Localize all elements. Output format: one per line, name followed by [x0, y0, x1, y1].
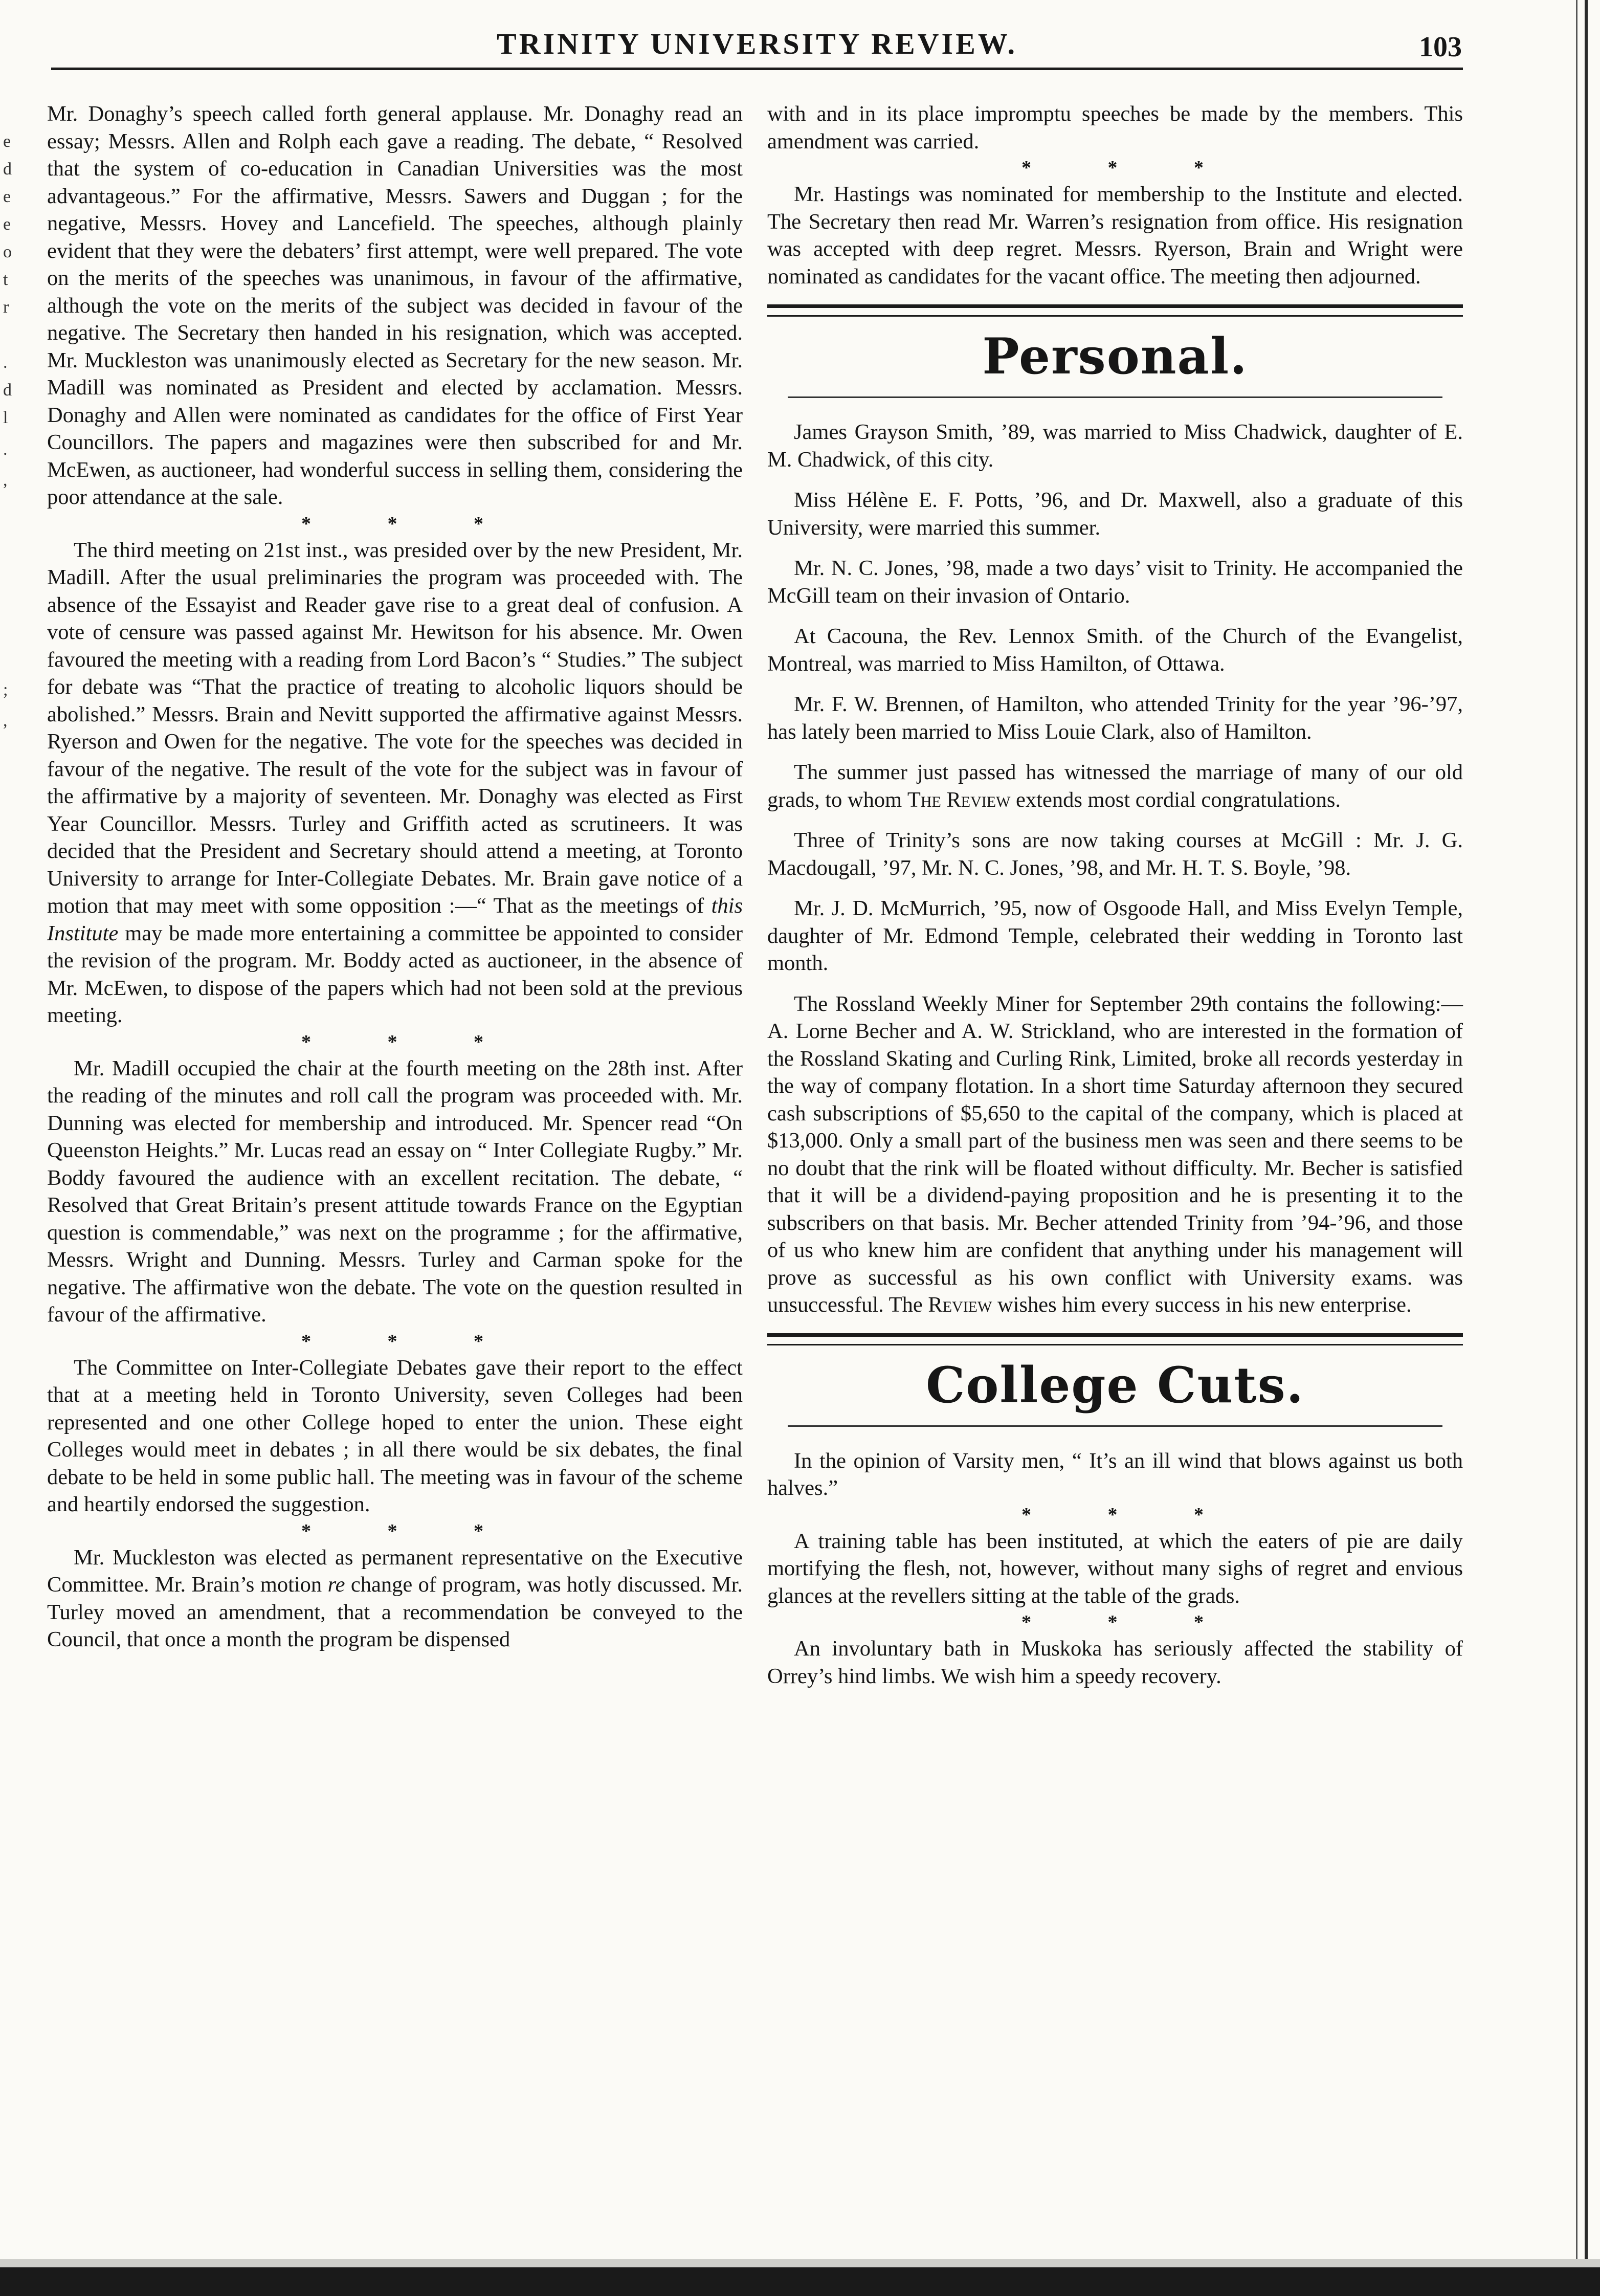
gutter-mark: t [3, 270, 8, 289]
gutter-mark: l [3, 408, 8, 427]
paragraph: with and in its place impromptu speeches be made by the members. This amendment was carried. [767, 102, 1463, 153]
gutter-mark: e [3, 215, 11, 234]
section-rule [767, 304, 1463, 317]
scan-edge-band [0, 2259, 1600, 2267]
paragraph: Mr. Hastings was nominated for membership to the Institute and elected. The Secretary then read Mr. Warren’s resignation from office. His resignation was accepted with deep regret. Messrs. Ryerson, Brain and Wright were nominated as candidates for the vacant office. The meeting then adjourned. [767, 182, 1463, 289]
personal-item: Mr. J. D. McMurrich, ’95, now of Osgoode Hall, and Miss Evelyn Temple, daughter of Mr. Edmond Temple, celebrated their wedding in Toronto last month. [767, 896, 1463, 975]
gutter-mark: d [3, 381, 12, 400]
college-cut-item: An involuntary bath in Muskoka has seriously affected the stability of Orrey’s hind limbs. We wish him a speedy recovery. [767, 1637, 1463, 1688]
college-cut-item: A training table has been instituted, at which the eaters of pie are daily mortifying the flesh, not, however, without many sighs of regret and envious glances at the revellers sitting at the table of the grads. [767, 1529, 1463, 1608]
section-divider-stars: * * * [301, 1031, 519, 1053]
italic-text: this Institute [47, 894, 743, 945]
gutter-mark: d [3, 160, 12, 179]
heading-underline [788, 1425, 1442, 1427]
paragraph: The third meeting on 21st inst., was presided over by the new President, Mr. Madill. After the usual preliminaries the program was proceeded with. The absence of the Essayist and Reader gave rise to a great deal of confusion. A vote of censure was passed against Mr. Hewitson for his absence. Mr. Owen favoured the meeting with a reading from Lord Bacon’s “ Studies.” The subject for debate was “That the practice of treating to alcoholic liquors should be abolished.” Messrs. Brain and Nevitt supported the affirmative against Messrs. Ryerson and Owen for the negative. The vote for the speeches was decided in favour of the negative. The result of the vote for the subject was in favour of the affirmative by a majority of seventeen. Mr. Donaghy was elected as First Year Councillor. Messrs. Turley and Griffith acted as scrutineers. It was decided that the President and Secretary should attend a meeting, at Toronto University to arrange for Inter-Collegiate Debates. Mr. Brain gave notice of a motion that may meet with some opposition :—“ That as the meetings of this Institute may be made more entertaining a committee be appointed to consider the revision of the program. Mr. Boddy acted as auctioneer, in the absence of Mr. McEwen, to dispose of the papers which had not been sold at the previous meeting. [47, 538, 743, 1027]
gutter-mark: . [3, 353, 8, 372]
gutter-mark: , [3, 471, 8, 490]
section-heading-personal: Personal. [982, 327, 1248, 385]
gutter-mark: , [3, 711, 8, 730]
section-divider-stars: * * * [301, 513, 519, 535]
personal-item: At Cacouna, the Rev. Lennox Smith. of the Church of the Evangelist, Montreal, was married to Miss Hamilton, of Ottawa. [767, 624, 1463, 676]
heading-underline [788, 396, 1442, 398]
page-edge-line [1576, 0, 1577, 2296]
section-divider-stars: * * * [301, 1330, 519, 1352]
italic-text: re [327, 1573, 345, 1597]
paragraph: Mr. Muckleston was elected as permanent representative on the Executive Committee. Mr. Brain’s motion re change of program, was hotly discussed. Mr. Turley moved an amendment, that a recommendation be conveyed to the Council, that once a month the program be dispensed [47, 1545, 743, 1651]
personal-item: Mr. N. C. Jones, ’98, made a two days’ visit to Trinity. He accompanied the McGill team on their invasion of Ontario. [767, 556, 1463, 608]
page-edge-line [1585, 0, 1588, 2296]
section-divider-stars: * * * [1021, 157, 1239, 179]
section-divider-stars: * * * [1021, 1504, 1239, 1526]
small-caps-text: The Review [907, 787, 1011, 812]
personal-item: The Rossland Weekly Miner for September 29th contains the following:—A. Lorne Becher and A. W. Strickland, who are interested in the formation of the Rossland Skating and Curling Rink, Limited, broke all records yesterday in the way of company flotation. In a short time Saturday afternoon they secured cash subscriptions of $5,650 to the capital of the company, which is placed at $13,000. Only a small part of the business men was seen and there seems to be no doubt that the rink will be floated without difficulty. Mr. Becher is satisfied that it will be a dividend-paying proposition and he is presenting it to the subscribers on that basis. Mr. Becher attended Trinity from ’94-’96, and those of us who knew him are confident that anything under his management will prove as successful as his own conflict with University exams. was unsuccessful. The Review wishes him every success in his new enterprise. [767, 991, 1463, 1317]
paragraph: Mr. Madill occupied the chair at the fourth meeting on the 28th inst. After the reading of the minutes and roll call the program was proceeded with. Mr. Dunning was elected for membership and introduced. Mr. Spencer read “On Queenston Heights.” Mr. Lucas read an essay on “ Inter Collegiate Rugby.” Mr. Boddy favoured the audience with an excellent recitation. The debate, “ Resolved that Great Britain’s present attitude towards France on the Egyptian question is commendable,” was next on the programme ; for the affirmative, Messrs. Wright and Dunning. Messrs. Turley and Carman spoke for the negative. The affirmative won the debate. The vote on the question resulted in favour of the affirmative. [47, 1056, 743, 1327]
scan-edge-band [0, 2267, 1600, 2296]
personal-item: Three of Trinity’s sons are now taking courses at McGill : Mr. J. G. Macdougall, ’97, Mr. N. C. Jones, ’98, and Mr. H. T. S. Boyle, ’98. [767, 828, 1463, 880]
paragraph: Mr. Donaghy’s speech called forth general applause. Mr. Donaghy read an essay; Messrs. Allen and Rolph each gave a reading. The debate, “ Resolved that the system of co-education in Canadian Universities was the most advantageous.” For the affirmative, Messrs. Sawers and Duggan ; for the negative, Messrs. Hovey and Lancefield. The speeches, although plainly evident that they were the debaters’ first attempt, were well prepared. The vote on the merits of the speeches was unanimous, in favour of the affirmative, although the vote on the merits of the subject was decided in favour of the negative. The Secretary then handed in his resignation, which was accepted. Mr. Muckleston was unanimously elected as Secretary for the new season. Mr. Madill was nominated as President and elected by acclamation. Messrs. Donaghy and Allen were nominated as candidates for the office of First Year Councillors. The papers and magazines were then subscribed for and Mr. McEwen, as auctioneer, had wonderful success in selling them, considering the poor attendance at the sale. [47, 102, 743, 509]
section-divider-stars: * * * [301, 1520, 519, 1542]
page-header [51, 20, 1463, 68]
page-number: 103 [1419, 31, 1462, 63]
paragraph: The Committee on Inter-Collegiate Debates gave their report to the effect that at a meeting held in Toronto University, seven Colleges had been represented and one other College hoped to enter the union. These eight Colleges would meet in debates ; in all there would be six debates, the final debate to be held in some public hall. The meeting was in favour of the scheme and heartily endorsed the suggestion. [47, 1355, 743, 1516]
personal-item: Mr. F. W. Brennen, of Hamilton, who attended Trinity for the year ’96-’97, has lately been married to Miss Louie Clark, also of Hamilton. [767, 692, 1463, 744]
header-rule [51, 68, 1463, 70]
section-rule [767, 1333, 1463, 1345]
gutter-mark: r [3, 298, 9, 317]
section-heading-college-cuts: College Cuts. [925, 1356, 1305, 1414]
personal-item: Miss Hélène E. F. Potts, ’96, and Dr. Maxwell, also a graduate of this University, were married this summer. [767, 488, 1463, 540]
gutter-mark: e [3, 132, 11, 151]
small-caps-text: Review [928, 1293, 992, 1317]
gutter-mark: ; [3, 680, 8, 699]
section-divider-stars: * * * [1021, 1611, 1239, 1633]
right-column [767, 100, 1463, 1690]
running-title: TRINITY UNIVERSITY REVIEW. [497, 27, 1017, 60]
college-cut-item: In the opinion of Varsity men, “ It’s an ill wind that blows against us both halves.” [767, 1448, 1463, 1500]
gutter-mark: . [3, 440, 8, 459]
personal-item: James Grayson Smith, ’89, was married to Miss Chadwick, daughter of E. M. Chadwick, of this city. [767, 420, 1463, 472]
gutter-mark: o [3, 242, 12, 261]
personal-item: The summer just passed has witnessed the marriage of many of our old grads, to whom The Review extends most cordial congratulations. [767, 760, 1463, 812]
gutter-mark: e [3, 187, 11, 206]
left-column [47, 100, 743, 1653]
